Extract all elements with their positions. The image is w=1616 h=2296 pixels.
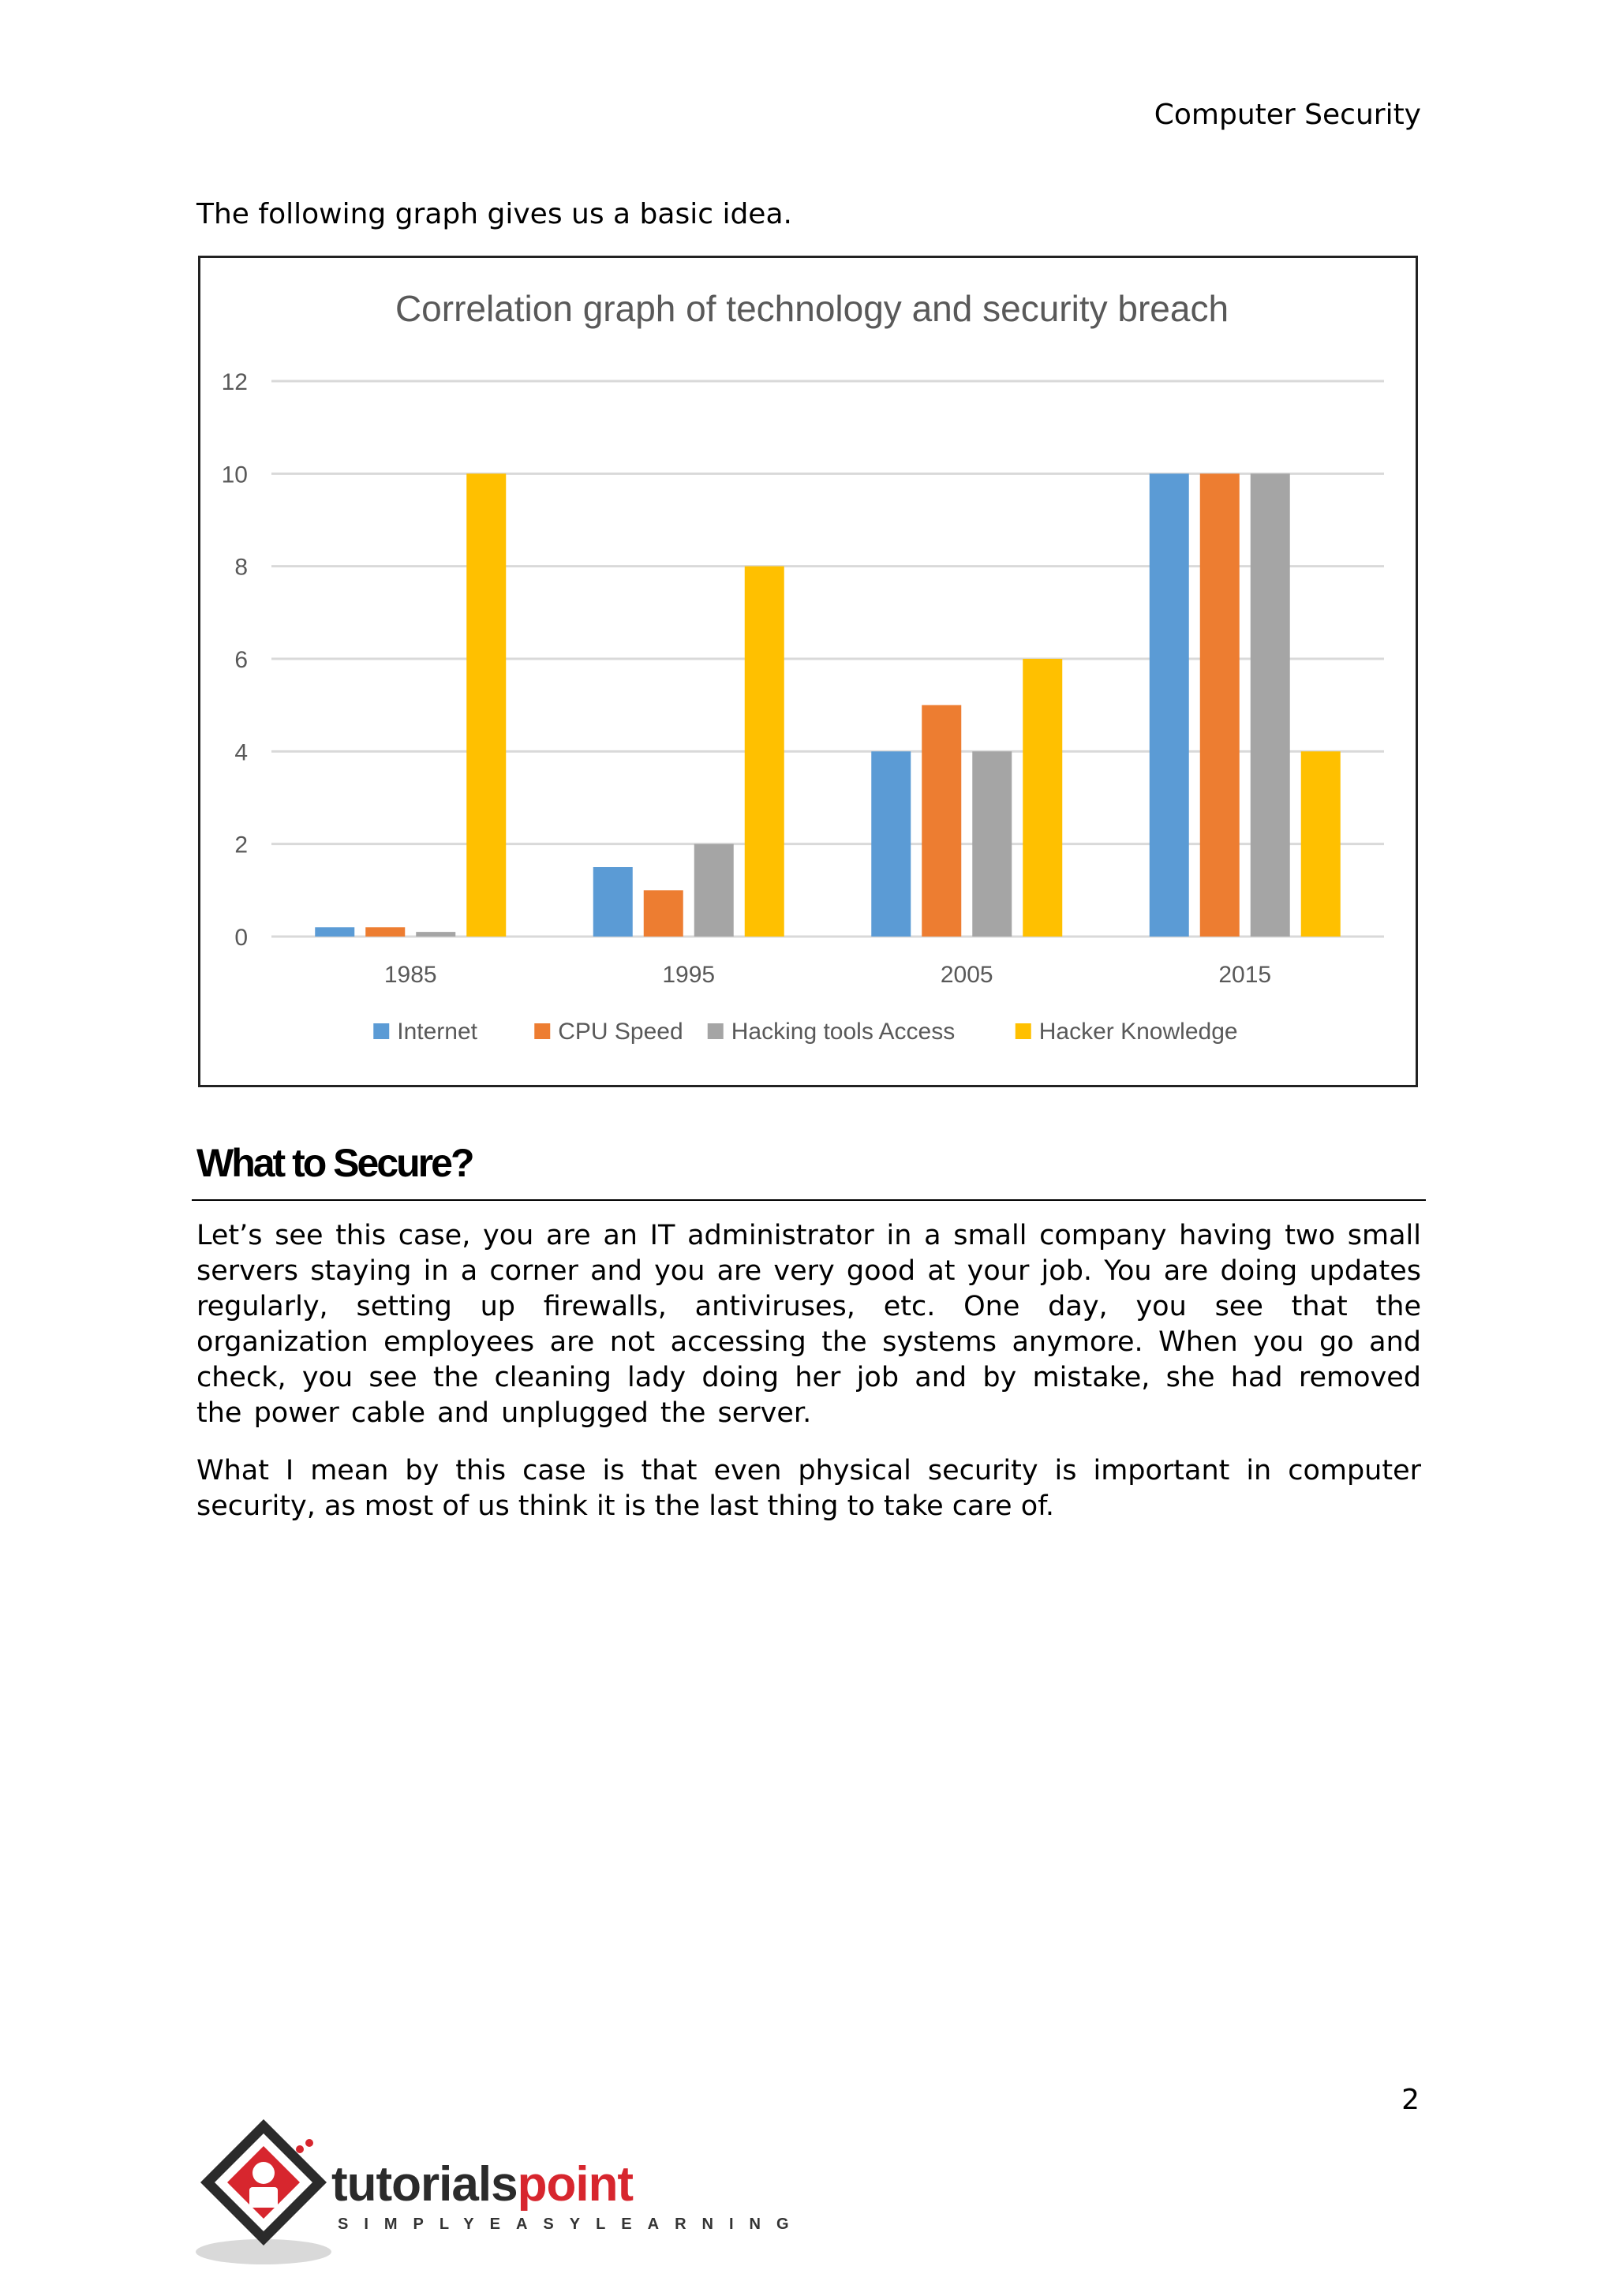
y-tick-label: 0 bbox=[234, 925, 248, 951]
bar bbox=[972, 751, 1012, 937]
chart-x-ticks bbox=[384, 962, 1271, 988]
body-paragraph: Let’s see this case, you are an IT administrator in a small company having two small servers staying in a corner and you are very good at your job. You are doing updates regularly, setting up firewalls, antiviruses, etc. One day, you see that the organization employees are not accessing the systems anymore. When you go and check, you see the cleaning lady doing her job and by mistake, she had removed the power cable and unplugged the server. bbox=[196, 1220, 1421, 1429]
running-header: Computer Security bbox=[1154, 99, 1421, 131]
section-divider bbox=[192, 1199, 1426, 1201]
logo-tagline: SIMPLYEASYLEARNING bbox=[338, 2216, 805, 2233]
legend-label: Hacker Knowledge bbox=[1038, 1019, 1238, 1045]
x-tick-label: 2005 bbox=[940, 962, 993, 988]
legend-swatch bbox=[373, 1023, 389, 1039]
bar bbox=[315, 927, 354, 937]
bar bbox=[1150, 473, 1189, 937]
logo-word-point: point bbox=[517, 2157, 634, 2212]
legend-label: Hacking tools Access bbox=[731, 1019, 956, 1045]
bar bbox=[1023, 659, 1062, 937]
legend-label: Internet bbox=[397, 1019, 477, 1045]
chart-canvas bbox=[200, 258, 1416, 1085]
y-tick-label: 10 bbox=[221, 462, 248, 488]
bar bbox=[466, 473, 506, 937]
logo-wordmark bbox=[331, 2157, 633, 2212]
bar-chart bbox=[198, 256, 1418, 1087]
y-tick-label: 8 bbox=[234, 554, 248, 581]
legend-swatch bbox=[708, 1023, 724, 1039]
bar bbox=[745, 567, 784, 937]
bar bbox=[1251, 473, 1290, 937]
bar bbox=[644, 890, 683, 937]
chart-legend bbox=[373, 1019, 1237, 1045]
intro-text: The following graph gives us a basic idea. bbox=[196, 198, 792, 230]
page-number: 2 bbox=[1401, 2084, 1420, 2116]
bar bbox=[694, 844, 734, 937]
bar bbox=[871, 751, 911, 937]
section-heading: What to Secure? bbox=[196, 1141, 473, 1185]
chart-bars bbox=[315, 473, 1341, 937]
bar bbox=[1301, 751, 1341, 937]
chart-y-ticks bbox=[222, 369, 248, 951]
bar bbox=[1200, 473, 1240, 937]
chart-title: Correlation graph of technology and security breach bbox=[395, 288, 1229, 329]
bar bbox=[922, 705, 961, 937]
x-tick-label: 1995 bbox=[662, 962, 716, 988]
tutorialspoint-logo bbox=[193, 2111, 805, 2293]
legend-label: CPU Speed bbox=[558, 1019, 683, 1045]
bar bbox=[365, 927, 405, 937]
bar bbox=[416, 932, 455, 937]
y-tick-label: 4 bbox=[234, 739, 248, 766]
body-paragraph: What I mean by this case is that even physical security is important in computer security, as most of us think it is the last thing to take care of. bbox=[196, 1455, 1421, 1522]
legend-swatch bbox=[1016, 1023, 1031, 1039]
y-tick-label: 2 bbox=[234, 832, 248, 858]
y-tick-label: 6 bbox=[234, 647, 248, 673]
bar bbox=[593, 867, 633, 937]
legend-swatch bbox=[534, 1023, 550, 1039]
x-tick-label: 1985 bbox=[383, 962, 437, 988]
logo-word-tutorials: tutorials bbox=[331, 2157, 518, 2212]
x-tick-label: 2015 bbox=[1218, 962, 1272, 988]
y-tick-label: 12 bbox=[221, 369, 248, 395]
